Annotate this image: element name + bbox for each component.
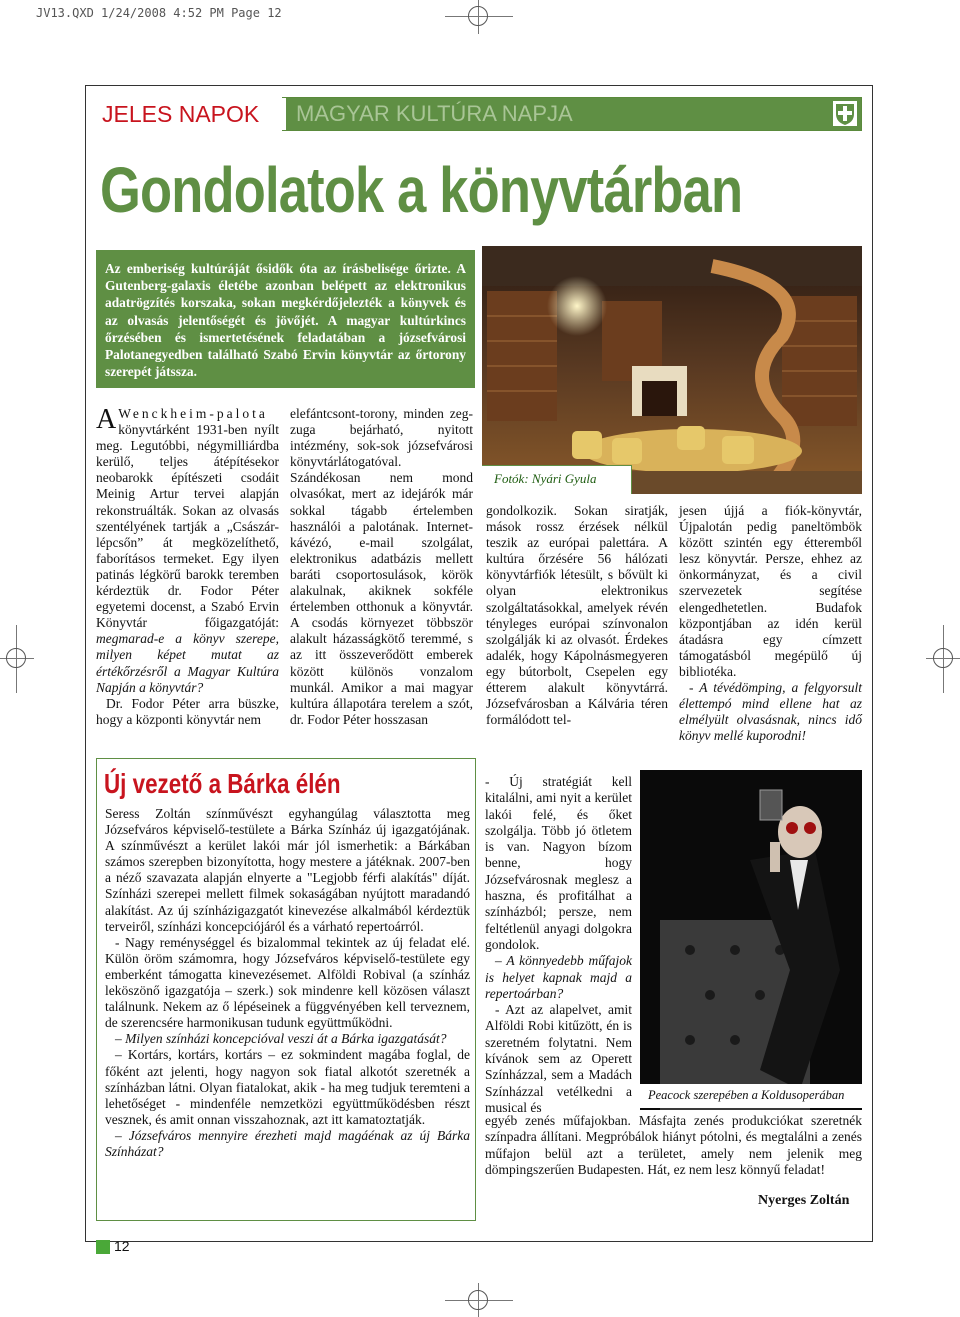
column-text: – Kortárs, kortárs, kortárs – ez sokmindent magába foglal, de főként azt jelenti, hogy nagyon sok fiatal alkotót szeretnék a színházban látni. Olyan fiatalokat, akik - ha meg tudjuk teremteni a lehetőséget - mindenféle nemzetközi együttműködésben részt vesznek, és amit onnan visszahoznak, azt itt kamatoztatják. bbox=[105, 1047, 470, 1127]
actor-photo-caption: Peacock szerepében a Koldusoperában bbox=[640, 1084, 862, 1108]
question-text: megmarad-e a könyv szerepe, milyen képet mutat az értékőrzésről a Magyar Kultúra Napján a könyvtár? bbox=[96, 631, 279, 695]
article-subtitle: Új vezető a Bárka élén bbox=[104, 768, 341, 799]
author-name: Nyerges Zoltán bbox=[758, 1193, 850, 1208]
registration-mark-icon bbox=[468, 6, 488, 26]
interview-right-column bbox=[485, 774, 632, 1116]
question-text: - A tévédömping, a felgyorsult élettempó mind ellene hat az elmélyült olvasásnak, nincs idő könyv mellé kuporodni! bbox=[679, 680, 862, 744]
article-lead: Az emberiség kultúráját ősidők óta az írásbelisége őrizte. A Gutenberg-galaxis életébe azonban belépett az elektronikus adatrögzítés korszaka, sokan megkérdőjelezték a könyvek és az olvasás jelentőségét és jövőjét. A magyar kultúrkincs őrzésében és ismertetésének feladatában a józsefvárosi Palotanegyedben található Szabó Ervin könyvtár az őrtorony szerepét játssza. bbox=[96, 250, 475, 388]
column-text: gondolkozik. Sokan siratják, mások rossz érzések nélkül teszik az európai palettára. A kultúra őrzésére 56 hálózati könyvtárfiók létesült, s bővült ki olyan elektronikus szolgáltatásokkal, amelyek révén tényleges európai színvonalon szolgálják ki az olvasót. Érdekes adalék, hogy Kápolnásmegyeren egy bútorbolt, Csepelen egy étterem alakult könyvtárrá. Józsefvárosban a Kálvária téren formálódott tel- bbox=[486, 503, 668, 728]
article-column-3 bbox=[486, 503, 668, 728]
question-text: – Milyen színházi koncepcióval veszi át a Bárka igazgatását? bbox=[115, 1031, 447, 1047]
column-text: Dr. Fodor Péter arra büszke, hogy a központi könyvtár nem bbox=[96, 695, 279, 727]
column-text: Seress Zoltán színművészt egyhangúlag választotta meg Józsefváros képviselő-testülete a Bárka Színház új igazgatójának. A színművészt a kerület lakói már jól ismerhetik: a Bárkában számos szerepben bizonyította, hogy mestere a játéknak. 2007-ben a néző szavazata alapján elnyerte a "Legjobb férfi alakítás" díját. Színházi szerepei mellett filmek sokaságában nyújtott maradandó alakítást. Az új színházigazgatót kinevezése alkalmából kérdeztük terveiről, színházi koncepciójáról és a várható repertoárról. bbox=[105, 806, 470, 934]
interview-left-column bbox=[105, 806, 470, 1160]
registration-mark-icon bbox=[468, 1290, 488, 1310]
question-text: – Józsefváros mennyire érezheti majd magáénak az új Bárka Színházat? bbox=[105, 1127, 470, 1159]
print-slug: JV13.QXD 1/24/2008 4:52 PM Page 12 bbox=[36, 6, 282, 20]
article-column-4 bbox=[679, 503, 862, 744]
photo-credit: Fotók: Nyári Gyula bbox=[482, 465, 632, 494]
drop-cap: A bbox=[96, 404, 117, 435]
column-text: jesen újjá a fiók-könyvtár, Újpalotán pedig paneltömbök között szintén egy étteremből lesz könyvtár. Persze, ehhez az önkormányzat, és a civil szervezetek segítése elengedhetetlen. Budafok központjában az idén kerül átadásra egy címzett támogatásból megépülő új bibliotéka. bbox=[679, 503, 862, 679]
column-text: - Azt az alapelvet, amit Alföldi Robi kitűzött, én is szeretném folytatni. Nem kívánok sem az Operett Színházzal, sem a Madách Színházzal vetélkedni a musical és bbox=[485, 1002, 632, 1115]
page-number-marker bbox=[96, 1240, 110, 1254]
library-photo bbox=[482, 246, 862, 494]
section-label: JELES NAPOK bbox=[96, 97, 282, 131]
actor-photo bbox=[640, 770, 862, 1110]
article-column-2 bbox=[290, 406, 473, 728]
column-text: - Új stratégiát kell kitalálni, ami nyit a kerület lakói felé, és őket szolgálja. Több jó ötletem is van. Nagyon bízom benne, hogy Józsefvárosnak meglesz a haszna, és profitálhat a színházból; persze, nem feltétlenül anyagi dolgokra gondolok. bbox=[485, 774, 632, 952]
registration-mark-icon bbox=[6, 648, 26, 668]
section-subtitle: MAGYAR KULTÚRA NAPJA bbox=[286, 98, 861, 130]
column-text: könyvtárként 1931-ben nyílt meg. Legutóbbi, négymilliárdba kerülő, teljes átépítésekor neobarokk építészeti csodáit Meinig Artur tervei alapján rekonstruálták. Sokan az olvasás szentélyének tartják a „Császár- lépcsőn” át megközelíthető, faborításos termeket. Egy ilyen patinás légkörű barokk teremben kérdeztük dr. Fodor Péter egyetemi docenst, a Szabó Ervin Könyvtár főigazgatóját: bbox=[96, 422, 279, 631]
column-text: elefántcsont-torony, minden zeg-zuga bejárható, nyitott intézmény, sok-sok józsefvárosi könyvtárlátogatóval. Szándékosan nem mond olvasókat, mert az idejárók már sokkal tágabb értelemben használói a palotának. Internet-kávézó, e-mail szolgálat, elektronikus adatbázis mellett baráti csoportosulások, körök alakulnak, akiknek sokféle értelemben otthonuk a könyvtár. A csodás környezet többször alakult házasságkötő teremmé, s az itt összeverődött emberek között különös vonzalom munkál. Amikor a mai magyar kultúra állapotára terelem a szót, dr. Fodor Péter hosszasan bbox=[290, 406, 473, 727]
article-title: Gondolatok a könyvtárban bbox=[100, 154, 743, 226]
question-text: – A könnyedebb műfajok is helyet kapnak majd a repertoárban? bbox=[485, 953, 632, 1001]
page-number: 12 bbox=[114, 1238, 130, 1254]
column-text: - Nagy reménységgel és bizalommal tekintek az új feladat elé. Külön öröm számomra, hogy Józsefváros képviselő-testülete egy emberként támogatta kinevezésemet. Alföldi Robival (a színház leköszönő igazgatója – szerk.) sok mindenre kell közösen választ találnunk. Nekem az ő lépéseinek a függvényében kell terveznem, de szerencsére harmonikusan tudunk együttműködni. bbox=[105, 934, 470, 1031]
district-crest-icon bbox=[832, 100, 858, 127]
column-text: egyéb zenés műfajokban. Másfajta zenés produkciókat szeretnék színpadra állítani. Megpróbálok hiányt pótolni, és megtalálni a zenés műfajon belül azt a területet, amely nem jelenik meg dömpingszerűen Budapesten. Hát, ez nem lesz könnyű feladat! bbox=[485, 1113, 862, 1177]
article-column-1 bbox=[96, 406, 279, 728]
interview-bottom-text bbox=[485, 1113, 862, 1178]
registration-mark-icon bbox=[933, 648, 953, 668]
palace-name: Wenckheim-palota bbox=[118, 406, 268, 421]
